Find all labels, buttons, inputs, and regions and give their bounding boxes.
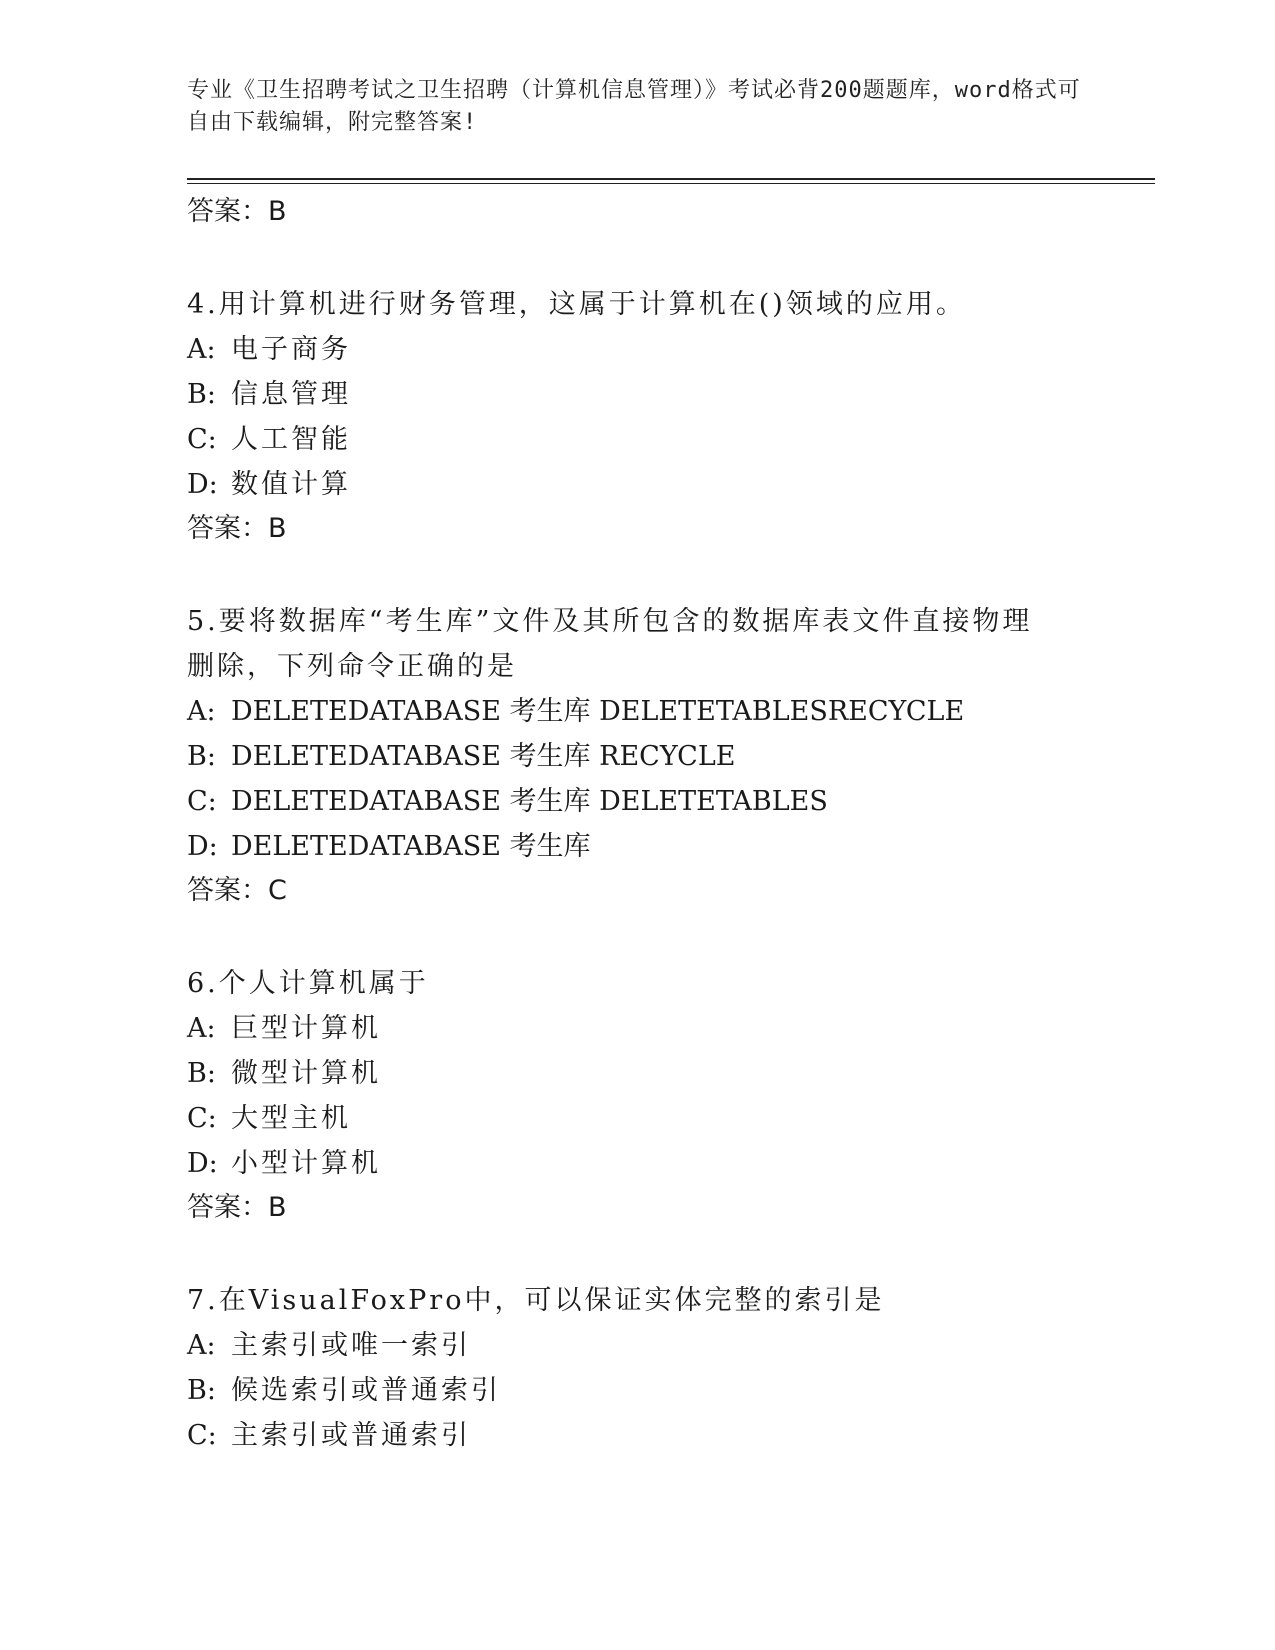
option-text: 主索引或唯一索引 bbox=[231, 1330, 471, 1361]
option-letter: D: bbox=[187, 831, 218, 862]
answer-line: 答案：C bbox=[187, 875, 287, 906]
option-letter: A: bbox=[187, 1013, 216, 1044]
option-c bbox=[187, 779, 1087, 824]
option-letter: A: bbox=[187, 334, 216, 365]
question-text: 5.要将数据库“考生库”文件及其所包含的数据库表文件直接物理删除，下列命令正确的是 bbox=[187, 606, 1033, 682]
option-c bbox=[187, 417, 1087, 462]
option-text: 电子商务 bbox=[231, 334, 351, 365]
option-text: 巨型计算机 bbox=[231, 1013, 381, 1044]
answer-line: 答案：B bbox=[187, 1192, 287, 1223]
option-text: DELETEDATABASE 考生库 RECYCLE bbox=[231, 741, 736, 772]
option-letter: C: bbox=[187, 424, 217, 455]
option-a bbox=[187, 327, 1087, 372]
option-a bbox=[187, 689, 1087, 734]
header-divider-thick bbox=[187, 178, 1155, 180]
question-text: 7.在VisualFoxPro中，可以保证实体完整的索引是 bbox=[187, 1285, 885, 1316]
option-a bbox=[187, 1006, 1087, 1051]
option-c bbox=[187, 1096, 1087, 1141]
option-letter: B: bbox=[187, 1375, 216, 1406]
option-text: 信息管理 bbox=[231, 379, 351, 410]
option-text: 微型计算机 bbox=[231, 1058, 381, 1089]
option-text: 大型主机 bbox=[231, 1103, 351, 1134]
option-d bbox=[187, 462, 1087, 507]
document-body bbox=[187, 190, 1087, 1458]
question-text: 6.个人计算机属于 bbox=[187, 968, 429, 999]
option-letter: C: bbox=[187, 1103, 217, 1134]
option-letter: B: bbox=[187, 1058, 216, 1089]
option-b bbox=[187, 734, 1087, 779]
question-block bbox=[187, 282, 1087, 551]
option-letter: C: bbox=[187, 1420, 217, 1451]
option-letter: A: bbox=[187, 696, 216, 727]
option-letter: C: bbox=[187, 786, 217, 817]
option-d bbox=[187, 824, 1087, 869]
question-block bbox=[187, 961, 1087, 1230]
option-text: 小型计算机 bbox=[231, 1148, 381, 1179]
answer-line: 答案：B bbox=[187, 513, 287, 544]
option-text: 数值计算 bbox=[231, 469, 351, 500]
option-text: 候选索引或普通索引 bbox=[231, 1375, 501, 1406]
option-text: 人工智能 bbox=[231, 424, 351, 455]
option-b bbox=[187, 1051, 1087, 1096]
option-letter: D: bbox=[187, 1148, 218, 1179]
option-letter: D: bbox=[187, 469, 218, 500]
document-header: 专业《卫生招聘考试之卫生招聘（计算机信息管理）》考试必背200题题库，word格式可自由下载编辑，附完整答案! bbox=[187, 78, 1081, 135]
header-divider-thin bbox=[187, 183, 1155, 184]
option-letter: B: bbox=[187, 379, 216, 410]
option-b bbox=[187, 372, 1087, 417]
option-letter: B: bbox=[187, 741, 216, 772]
option-c bbox=[187, 1413, 1087, 1458]
question-block bbox=[187, 1278, 1087, 1458]
option-text: DELETEDATABASE 考生库 bbox=[231, 831, 591, 862]
option-text: DELETEDATABASE 考生库 DELETETABLES bbox=[231, 786, 828, 817]
option-a bbox=[187, 1323, 1087, 1368]
option-text: 主索引或普通索引 bbox=[231, 1420, 471, 1451]
option-letter: A: bbox=[187, 1330, 216, 1361]
option-b bbox=[187, 1368, 1087, 1413]
option-text: DELETEDATABASE 考生库 DELETETABLESRECYCLE bbox=[231, 696, 965, 727]
answer-line: 答案：B bbox=[187, 196, 287, 227]
question-block bbox=[187, 599, 1087, 913]
question-text: 4.用计算机进行财务管理，这属于计算机在()领域的应用。 bbox=[187, 289, 966, 320]
option-d bbox=[187, 1141, 1087, 1186]
